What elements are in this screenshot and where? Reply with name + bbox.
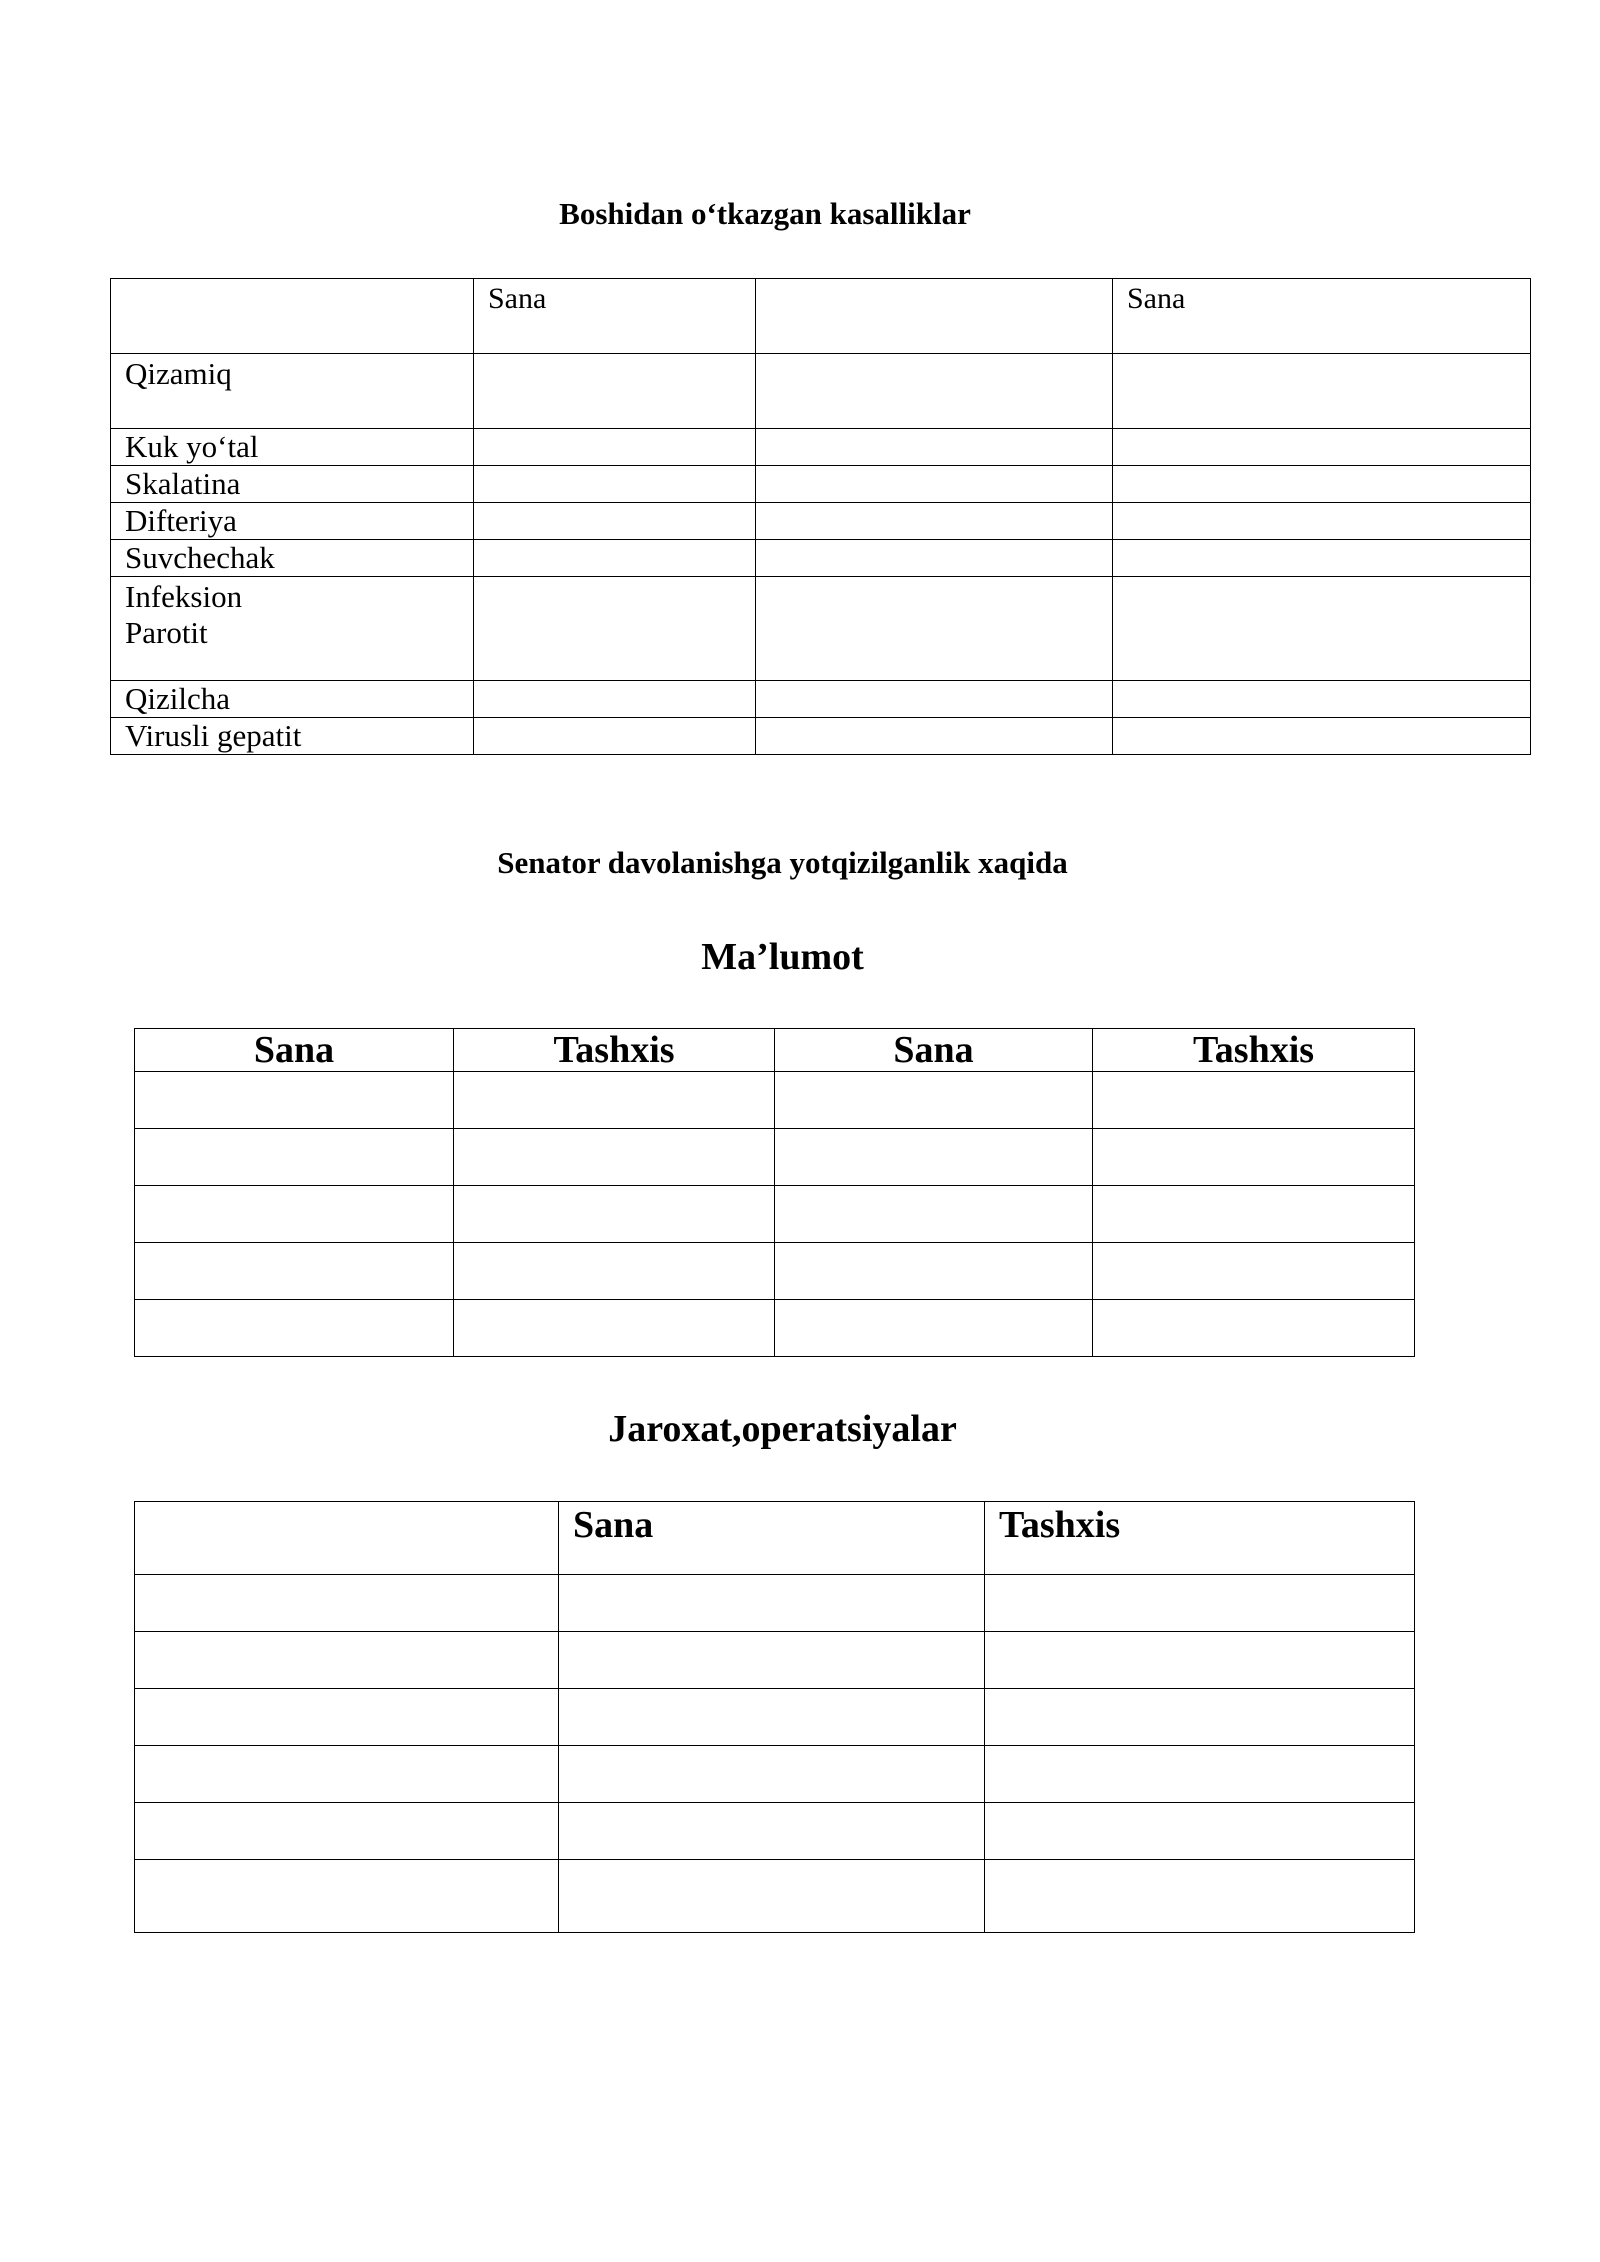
date-cell[interactable] [474, 466, 756, 503]
table-cell[interactable] [454, 1072, 775, 1129]
table-cell[interactable] [135, 1243, 454, 1300]
table-cell[interactable] [775, 1072, 1093, 1129]
table-cell[interactable] [559, 1746, 985, 1803]
date-cell[interactable] [474, 681, 756, 718]
date-cell[interactable] [1113, 681, 1531, 718]
table-cell[interactable] [985, 1632, 1415, 1689]
date-cell[interactable] [1113, 354, 1531, 429]
injuries-operations-table [134, 1501, 1415, 1933]
table-cell[interactable] [985, 1746, 1415, 1803]
illness-label: Qizamiq [111, 354, 474, 429]
blank-cell[interactable] [756, 540, 1113, 577]
table-cell[interactable] [559, 1632, 985, 1689]
table-cell[interactable] [559, 1689, 985, 1746]
table-cell[interactable] [1093, 1129, 1415, 1186]
table-cell[interactable] [135, 1575, 559, 1632]
table-cell[interactable] [985, 1689, 1415, 1746]
table-row [111, 429, 1531, 466]
date-cell[interactable] [474, 718, 756, 755]
illness-label: Kuk yo‘tal [111, 429, 474, 466]
table-cell[interactable] [135, 1129, 454, 1186]
table-header-row [135, 1029, 1415, 1072]
header-cell-empty [111, 279, 474, 354]
date-cell[interactable] [474, 429, 756, 466]
table-header-row [111, 279, 1531, 354]
blank-cell[interactable] [756, 718, 1113, 755]
date-cell[interactable] [1113, 503, 1531, 540]
illness-label: Virusli gepatit [111, 718, 474, 755]
section-title-sanatorium: Senator davolanishga yotqizilganlik xaqida [497, 845, 1068, 880]
table-cell[interactable] [985, 1860, 1415, 1933]
date-cell[interactable] [1113, 466, 1531, 503]
table-row [111, 681, 1531, 718]
header-cell-date: Sana [474, 279, 756, 354]
table-row [135, 1186, 1415, 1243]
table-cell[interactable] [559, 1575, 985, 1632]
table-row [135, 1632, 1415, 1689]
table-row [135, 1860, 1415, 1933]
table-cell[interactable] [135, 1746, 559, 1803]
table-cell[interactable] [135, 1632, 559, 1689]
table-cell[interactable] [559, 1860, 985, 1933]
blank-cell[interactable] [756, 429, 1113, 466]
table-row [135, 1243, 1415, 1300]
column-header-date: Sana [559, 1502, 985, 1575]
illness-label-line: Infeksion [125, 579, 243, 614]
table-header-row [135, 1502, 1415, 1575]
table-cell[interactable] [454, 1186, 775, 1243]
illness-label: Suvchechak [111, 540, 474, 577]
blank-cell[interactable] [756, 503, 1113, 540]
blank-cell[interactable] [756, 681, 1113, 718]
date-cell[interactable] [1113, 577, 1531, 681]
table-cell[interactable] [135, 1803, 559, 1860]
table-cell[interactable] [1093, 1243, 1415, 1300]
illness-label: Skalatina [111, 466, 474, 503]
table-cell[interactable] [454, 1300, 775, 1357]
table-row [111, 503, 1531, 540]
table-cell[interactable] [559, 1803, 985, 1860]
table-cell[interactable] [1093, 1072, 1415, 1129]
table-row [111, 466, 1531, 503]
table-cell[interactable] [135, 1860, 559, 1933]
section-title-past-illnesses: Boshidan o‘tkazgan kasalliklar [559, 196, 971, 231]
blank-cell[interactable] [756, 577, 1113, 681]
table-cell[interactable] [775, 1186, 1093, 1243]
date-cell[interactable] [1113, 540, 1531, 577]
date-cell[interactable] [474, 354, 756, 429]
illness-label: Difteriya [111, 503, 474, 540]
column-header-diagnosis: Tashxis [454, 1029, 775, 1072]
date-cell[interactable] [474, 503, 756, 540]
column-header-date: Sana [775, 1029, 1093, 1072]
table-row [135, 1689, 1415, 1746]
table-row [135, 1803, 1415, 1860]
date-cell[interactable] [474, 540, 756, 577]
table-cell[interactable] [775, 1129, 1093, 1186]
table-cell[interactable] [775, 1300, 1093, 1357]
column-header-diagnosis: Tashxis [1093, 1029, 1415, 1072]
date-cell[interactable] [474, 577, 756, 681]
table-cell[interactable] [135, 1689, 559, 1746]
table-row [135, 1746, 1415, 1803]
table-cell[interactable] [985, 1575, 1415, 1632]
date-cell[interactable] [1113, 718, 1531, 755]
header-cell-date: Sana [1113, 279, 1531, 354]
table-cell[interactable] [1093, 1300, 1415, 1357]
table-row [135, 1129, 1415, 1186]
table-row [111, 577, 1531, 681]
illness-label [111, 577, 474, 681]
section-title-injuries-operations: Jaroxat,operatsiyalar [608, 1408, 957, 1450]
table-cell[interactable] [454, 1129, 775, 1186]
table-cell[interactable] [454, 1243, 775, 1300]
table-row [135, 1072, 1415, 1129]
table-row [111, 354, 1531, 429]
illness-label: Qizilcha [111, 681, 474, 718]
header-cell-empty [756, 279, 1113, 354]
table-row [135, 1300, 1415, 1357]
table-row [111, 540, 1531, 577]
blank-cell[interactable] [756, 466, 1113, 503]
table-cell[interactable] [775, 1243, 1093, 1300]
table-row [111, 718, 1531, 755]
sanatorium-table [134, 1028, 1415, 1357]
table-cell[interactable] [135, 1072, 454, 1129]
past-illnesses-table [110, 278, 1531, 755]
column-header-date: Sana [135, 1029, 454, 1072]
table-cell[interactable] [1093, 1186, 1415, 1243]
column-header-diagnosis: Tashxis [985, 1502, 1415, 1575]
date-cell[interactable] [1113, 429, 1531, 466]
section-subtitle-info: Ma’lumot [701, 936, 864, 978]
table-cell[interactable] [985, 1803, 1415, 1860]
table-row [135, 1575, 1415, 1632]
table-cell[interactable] [135, 1186, 454, 1243]
table-cell[interactable] [135, 1300, 454, 1357]
blank-cell[interactable] [756, 354, 1113, 429]
header-cell-empty [135, 1502, 559, 1575]
illness-label-line: Parotit [125, 615, 208, 650]
